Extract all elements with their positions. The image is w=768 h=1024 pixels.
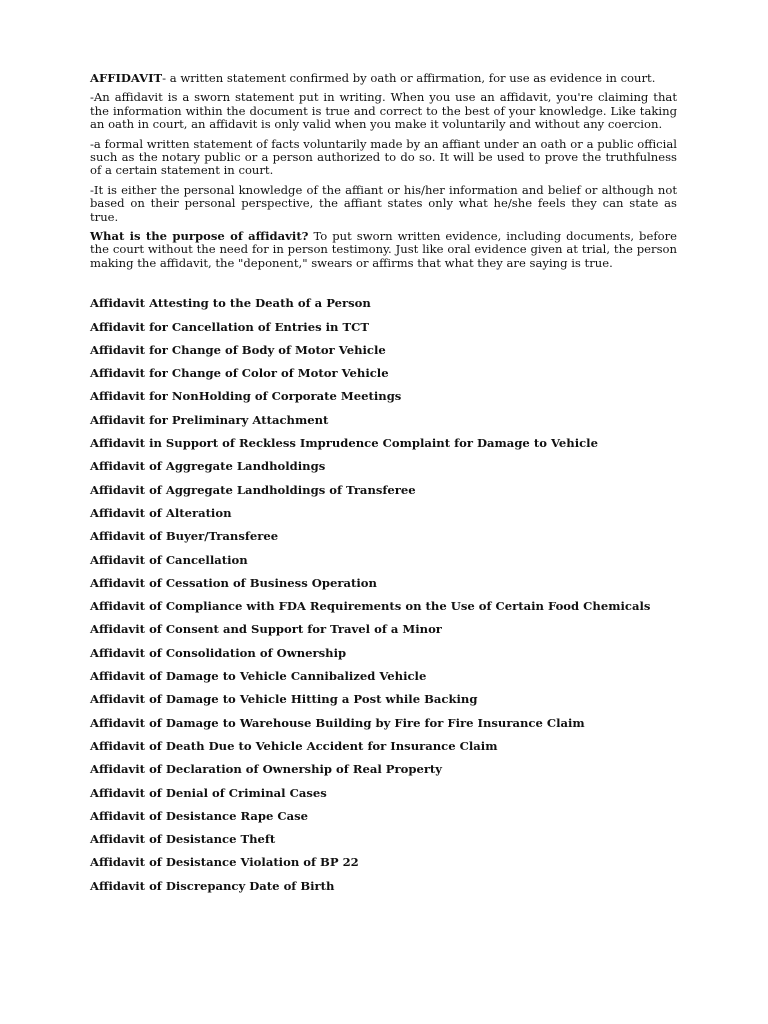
list-item: Affidavit of Damage to Vehicle Hitting a Post while Backing (90, 692, 478, 707)
list-item: Affidavit for Cancellation of Entries in TCT (90, 319, 369, 334)
list-item: Affidavit of Buyer/Transferee (90, 529, 279, 544)
explanation-paragraph-1: -An affidavit is a sworn statement put in writing. When you use an affidavit, you're claiming that the information within the document is true and correct to the best of your knowledge. Like taking an oath in court, an affidavit is only valid when you make it voluntarily and without any coercion. (90, 90, 677, 132)
definition-text: - a written statement confirmed by oath or affirmation, for use as evidence in court. (162, 71, 656, 85)
document-page (90, 72, 677, 902)
list-item: Affidavit of Cancellation (90, 552, 248, 567)
definition-term: AFFIDAVIT (90, 71, 163, 85)
definition-paragraph (90, 72, 677, 85)
list-item: Affidavit of Denial of Criminal Cases (90, 785, 327, 800)
list-item: Affidavit of Damage to Vehicle Cannibalized Vehicle (90, 669, 427, 684)
list-item: Affidavit of Alteration (90, 505, 232, 520)
list-item: Affidavit of Consolidation of Ownership (90, 645, 347, 660)
list-item: Affidavit of Death Due to Vehicle Accident for Insurance Claim (90, 738, 498, 753)
list-item: Affidavit of Declaration of Ownership of Real Property (90, 762, 443, 777)
list-item: Affidavit of Aggregate Landholdings of Transferee (90, 482, 416, 497)
explanation-paragraph-3: -It is either the personal knowledge of the affiant or his/her information and belief or although not based on their personal perspective, the affiant states only what he/she feels they can state as true. (90, 182, 677, 224)
purpose-paragraph (90, 230, 677, 270)
list-item: Affidavit for Change of Color of Motor Vehicle (90, 366, 389, 381)
list-item: Affidavit for Preliminary Attachment (90, 412, 329, 427)
list-item: Affidavit of Aggregate Landholdings (90, 459, 326, 474)
list-item: Affidavit of Cessation of Business Operation (90, 575, 377, 590)
list-item: Affidavit of Desistance Theft (90, 832, 276, 847)
list-item: Affidavit of Consent and Support for Travel of a Minor (90, 622, 442, 637)
purpose-question: What is the purpose of affidavit? (90, 229, 309, 244)
list-item: Affidavit of Compliance with FDA Requirements on the Use of Certain Food Chemicals (90, 599, 651, 614)
explanation-paragraph-2: -a formal written statement of facts voluntarily made by an affiant under an oath or a public official such as the notary public or a person authorized to do so. It will be used to prove the truthfulness of a certain statement in court. (90, 136, 677, 178)
list-item: Affidavit in Support of Reckless Imprudence Complaint for Damage to Vehicle (90, 436, 598, 451)
list-item: Affidavit of Discrepancy Date of Birth (90, 878, 335, 893)
affidavit-type-list (90, 296, 677, 902)
list-item: Affidavit Attesting to the Death of a Person (90, 296, 371, 311)
list-item: Affidavit of Desistance Rape Case (90, 808, 309, 823)
list-item: Affidavit for NonHolding of Corporate Meetings (90, 389, 402, 404)
purpose-answer: To put sworn written evidence, including documents, before the court without the need for in person testimony. Just like oral evidence given at trial, the person making the affidavit, the "deponent," swears or affirms that what they are saying is true. (90, 229, 678, 270)
list-item: Affidavit of Damage to Warehouse Building by Fire for Fire Insurance Claim (90, 715, 585, 730)
list-item: Affidavit for Change of Body of Motor Vehicle (90, 342, 386, 357)
list-item: Affidavit of Desistance Violation of BP 22 (90, 855, 359, 870)
